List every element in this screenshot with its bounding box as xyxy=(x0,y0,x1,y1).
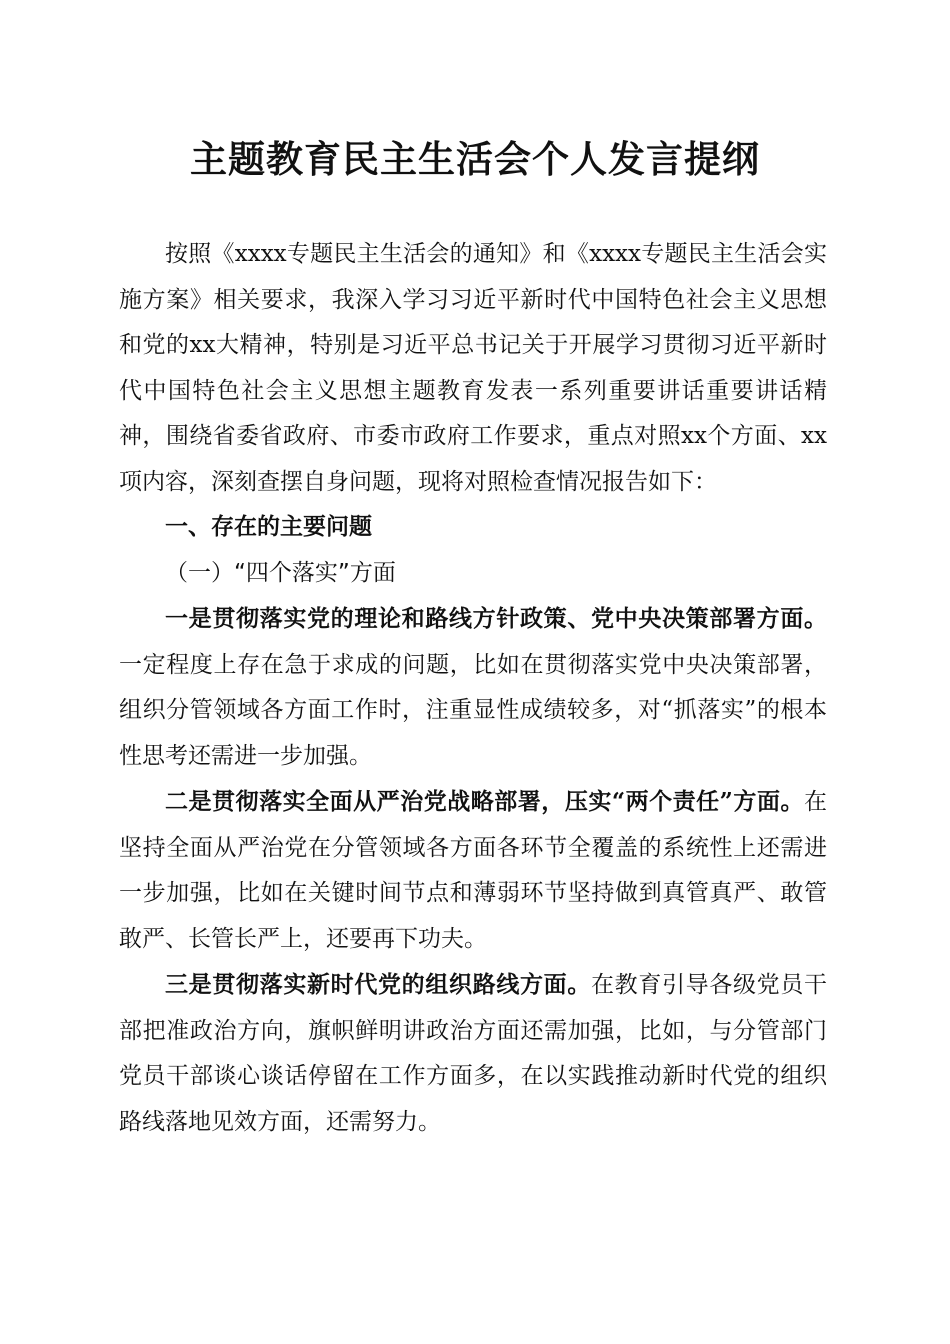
section-heading: 一、存在的主要问题 xyxy=(165,514,372,540)
item-lead: 三是贯彻落实新时代党的组织路线方面。 xyxy=(165,971,591,998)
item-paragraph-3 xyxy=(119,962,827,1145)
item-lead: 二是贯彻落实全面从严治党战略部署，压实“两个责任”方面。 xyxy=(165,788,804,815)
document-title: 主题教育民主生活会个人发言提纲 xyxy=(190,137,760,181)
item-body: 在坚持全面从严治党在分管领域各方面各环节全覆盖的系统性上还需进一步加强，比如在关键时间节点和薄弱环节坚持做到真管真严、敢管敢严、长管长严上，还要再下功夫。 xyxy=(119,789,827,952)
item-paragraph-1 xyxy=(119,596,827,779)
item-lead: 一是贯彻落实党的理论和路线方针政策、党中央决策部署方面。 xyxy=(165,605,827,632)
document-body xyxy=(119,232,827,1145)
item-body: 一定程度上存在急于求成的问题，比如在贯彻落实党中央决策部署，组织分管领域各方面工作时，注重显性成绩较多，对“抓落实”的根本性思考还需进一步加强。 xyxy=(119,651,827,769)
intro-paragraph: 按照《xxxx专题民主生活会的通知》和《xxxx专题民主生活会实施方案》相关要求，我深入学习习近平新时代中国特色社会主义思想和党的xx大精神，特别是习近平总书记关于开展学习贯彻习近平新时代中国特色社会主义思想主题教育发表一系列重要讲话重要讲话精神，围绕省委省政府、市委市政府工作要求，重点对照xx个方面、xx项内容，深刻查摆自身问题，现将对照检查情况报告如下： xyxy=(119,241,827,495)
item-paragraph-2 xyxy=(119,779,827,962)
subsection-heading: （一）“四个落实”方面 xyxy=(165,559,396,586)
item-body: 在教育引导各级党员干部把准政治方向，旗帜鲜明讲政治方面还需加强，比如，与分管部门党员干部谈心谈话停留在工作方面多，在以实践推动新时代党的组织路线落地见效方面，还需努力。 xyxy=(119,972,828,1135)
